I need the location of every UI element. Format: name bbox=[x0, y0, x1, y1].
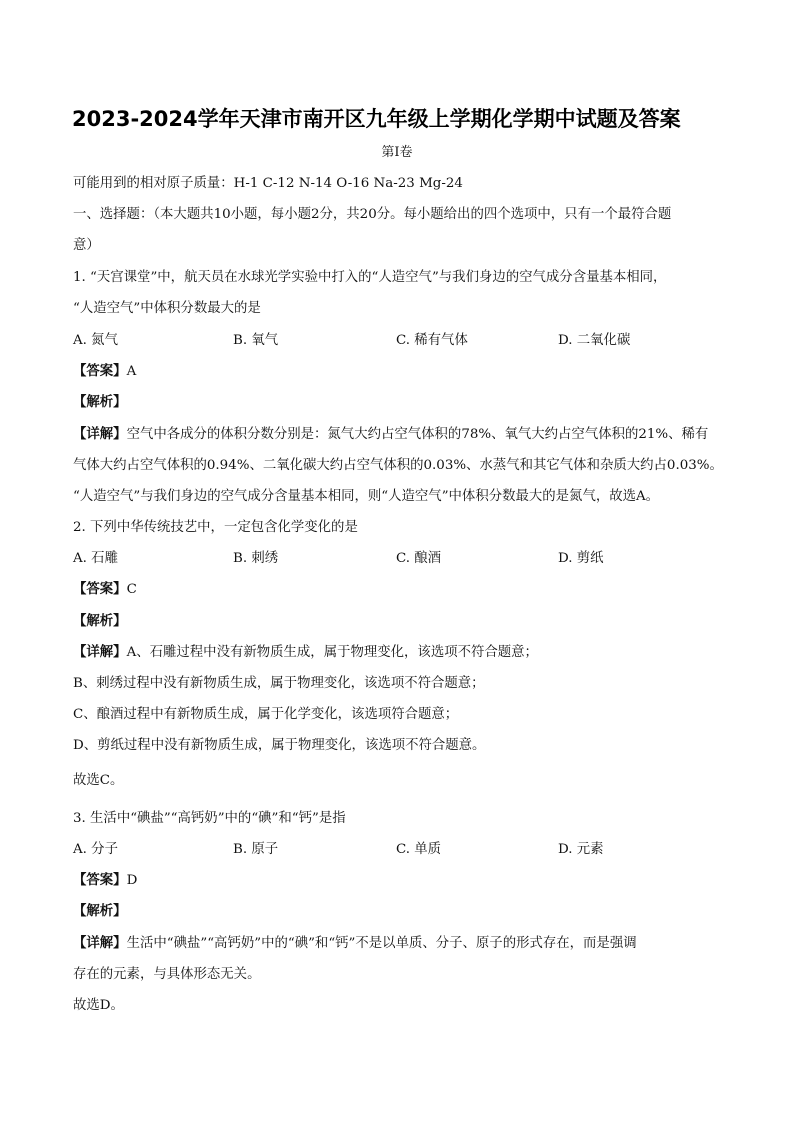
q2-detail-line-3: C、酿酒过程中有新物质生成，属于化学变化，该选项符合题意； bbox=[73, 707, 459, 722]
detail-tag: 【详解】 bbox=[73, 645, 127, 660]
q1-stem-line-1: 1. “天宫课堂”中，航天员在水球光学实验中打入的“人造空气”与我们身边的空气成分含量基本相同， bbox=[73, 270, 667, 285]
answer-tag: 【答案】 bbox=[73, 582, 127, 597]
q2-detail-line-1 bbox=[73, 643, 538, 663]
part-intro-line-1: 一、选择题：（本大题共10小题，每小题2分，共20分。每小题给出的四个选项中，只有一个最符合题 bbox=[73, 207, 672, 222]
q2-detail-text-1: A、石雕过程中没有新物质生成，属于物理变化，该选项不符合题意； bbox=[126, 645, 538, 660]
q3-option-c: C. 单质 bbox=[396, 842, 442, 857]
q2-answer: C bbox=[126, 582, 137, 597]
part-intro-line-2: 意） bbox=[73, 238, 100, 253]
q2-stem-line-1: 2. 下列中华传统技艺中，一定包含化学变化的是 bbox=[73, 520, 358, 535]
analysis-tag: 【解析】 bbox=[73, 395, 127, 410]
q1-answer: A bbox=[126, 364, 137, 379]
q3-stem-line-1: 3. 生活中“碘盐”“高钙奶”中的“碘”和“钙”是指 bbox=[73, 811, 346, 826]
q1-detail-text-1: 空气中各成分的体积分数分别是：氮气大约占空气体积的78%、氧气大约占空气体积的21%、稀有 bbox=[126, 427, 709, 442]
q3-option-b: B. 原子 bbox=[233, 842, 279, 857]
q3-analysis-line bbox=[73, 902, 127, 922]
detail-tag: 【详解】 bbox=[73, 936, 127, 951]
q2-detail-line-2: B、刺绣过程中没有新物质生成，属于物理变化，该选项不符合题意； bbox=[73, 676, 485, 691]
q1-analysis-line bbox=[73, 393, 127, 413]
answer-tag: 【答案】 bbox=[73, 364, 127, 379]
analysis-tag: 【解析】 bbox=[73, 614, 127, 629]
q2-option-c: C. 酿酒 bbox=[396, 551, 442, 566]
q3-option-d: D. 元素 bbox=[558, 842, 604, 857]
q3-detail-line-2: 存在的元素，与具体形态无关。 bbox=[73, 967, 261, 982]
q1-option-d: D. 二氧化碳 bbox=[558, 333, 631, 348]
q1-answer-line bbox=[73, 362, 136, 382]
q2-option-a: A. 石雕 bbox=[73, 551, 118, 566]
q2-answer-line bbox=[73, 580, 137, 600]
q1-option-a: A. 氮气 bbox=[73, 333, 118, 348]
analysis-tag: 【解析】 bbox=[73, 904, 127, 919]
q1-stem-line-2: “人造空气”中体积分数最大的是 bbox=[73, 301, 261, 316]
q1-detail-line-1 bbox=[73, 425, 708, 445]
detail-tag: 【详解】 bbox=[73, 427, 127, 442]
q2-option-b: B. 刺绣 bbox=[233, 551, 279, 566]
q3-answer-line bbox=[73, 871, 137, 891]
answer-tag: 【答案】 bbox=[73, 873, 127, 888]
q2-detail-line-4: D、剪纸过程中没有新物质生成，属于物理变化，该选项不符合题意。 bbox=[73, 738, 486, 753]
section-label: 第Ⅰ卷 bbox=[381, 145, 413, 160]
q1-detail-line-3: “人造空气”与我们身边的空气成分含量基本相同，则“人造空气”中体积分数最大的是氮气，故选A。 bbox=[73, 489, 660, 504]
q3-option-a: A. 分子 bbox=[73, 842, 118, 857]
q1-option-b: B. 氧气 bbox=[233, 333, 279, 348]
q3-detail-line-1 bbox=[73, 934, 637, 954]
q2-option-d: D. 剪纸 bbox=[558, 551, 604, 566]
q1-option-c: C. 稀有气体 bbox=[396, 333, 468, 348]
q3-answer: D bbox=[126, 873, 138, 888]
atomic-masses-line: 可能用到的相对原子质量：H-1 C-12 N-14 O-16 Na-23 Mg-24 bbox=[73, 176, 463, 191]
q3-conclusion: 故选D。 bbox=[73, 998, 124, 1013]
document-title: 2023-2024学年天津市南开区九年级上学期化学期中试题及答案 bbox=[72, 107, 681, 131]
q2-conclusion: 故选C。 bbox=[73, 773, 124, 788]
q1-detail-line-2: 气体大约占空气体积的0.94%、二氧化碳大约占空气体积的0.03%、水蒸气和其它气体和杂质大约占0.03%。 bbox=[73, 458, 723, 473]
q3-detail-text-1: 生活中“碘盐”“高钙奶”中的“碘”和“钙”不是以单质、分子、原子的形式存在，而是强调 bbox=[126, 936, 637, 951]
q2-analysis-line bbox=[73, 612, 127, 632]
